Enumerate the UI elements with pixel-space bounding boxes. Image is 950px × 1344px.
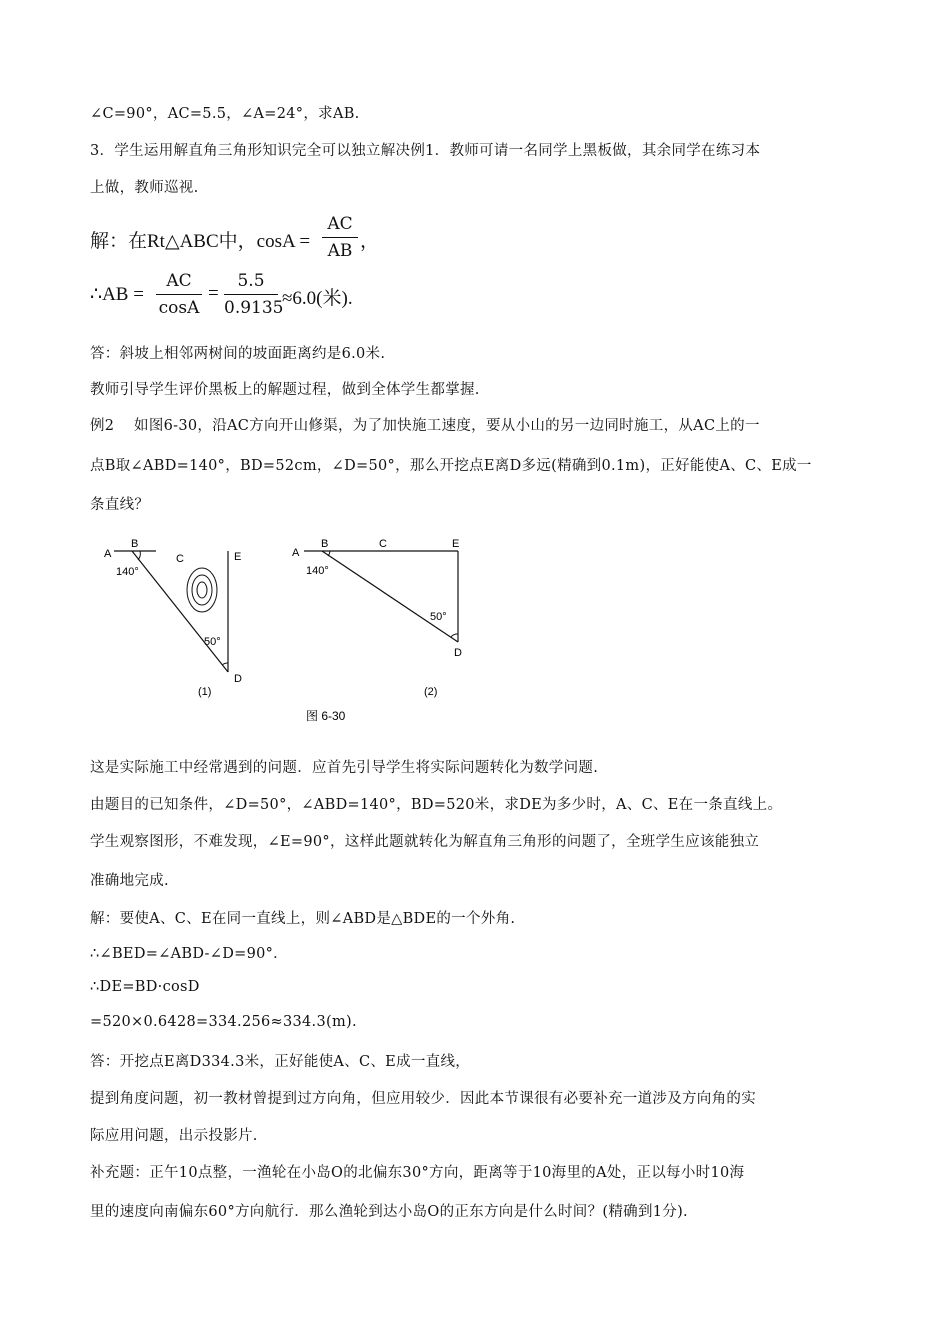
angle-label-b: 140° bbox=[306, 565, 329, 577]
text-line: 答：开挖点E离D334.3米，正好能使A、C、E成一直线， bbox=[90, 1054, 471, 1070]
angle-label-d: 50° bbox=[204, 636, 221, 648]
label-e: E bbox=[452, 538, 460, 550]
subfigure-label: (2) bbox=[424, 686, 438, 698]
diagram-2 bbox=[292, 538, 462, 698]
label-c: C bbox=[379, 538, 387, 550]
formula-2-numerator-2: 5.5 bbox=[237, 271, 265, 291]
angle-label-d: 50° bbox=[430, 611, 447, 623]
fraction-bar bbox=[224, 294, 278, 295]
text-line: ∠C=90°，AC=5.5，∠A=24°，求AB. bbox=[90, 106, 360, 122]
text-line: 教师引导学生评价黑板上的解题过程，做到全体学生都掌握. bbox=[90, 382, 480, 398]
text-line: 补充题：正午10点整，一渔轮在小岛O的北偏东30°方向，距离等于10海里的A处，正以每小时10海 bbox=[90, 1165, 745, 1181]
label-c: C bbox=[176, 553, 184, 565]
formula-2-numerator-1: AC bbox=[166, 271, 192, 291]
text-line: 例2 如图6-30，沿AC方向开山修渠，为了加快施工速度，要从小山的另一边同时施工，从AC上的一 bbox=[90, 418, 760, 434]
text-line: ∴∠BED=∠ABD-∠D=90°． bbox=[90, 946, 288, 962]
text-line: 准确地完成. bbox=[90, 873, 169, 889]
text-line: ∴DE=BD·cosD bbox=[90, 979, 200, 995]
fraction-bar bbox=[156, 294, 202, 295]
diagram-1 bbox=[104, 538, 242, 698]
formula-2-prefix: ∴AB = bbox=[90, 284, 144, 305]
formula-2-suffix: ≈6.0(米). bbox=[282, 288, 353, 309]
text-line: 3．学生运用解直角三角形知识完全可以独立解决例1．教师可请一名同学上黑板做，其余同学在练习本 bbox=[90, 143, 761, 159]
figure-caption: 图 6-30 bbox=[306, 709, 346, 723]
fraction-bar bbox=[322, 237, 358, 238]
label-d: D bbox=[454, 647, 462, 659]
text-line: 提到角度问题，初一教材曾提到过方向角，但应用较少．因此本节课很有必要补充一道涉及方向角的实 bbox=[90, 1091, 756, 1107]
text-line: 这是实际施工中经常遇到的问题．应首先引导学生将实际问题转化为数学问题. bbox=[90, 760, 599, 776]
text-line: 上做，教师巡视. bbox=[90, 180, 199, 196]
label-a: A bbox=[104, 548, 112, 560]
text-line: 答：斜坡上相邻两树间的坡面距离约是6.0米. bbox=[90, 346, 386, 362]
label-a: A bbox=[292, 547, 300, 559]
label-d: D bbox=[234, 673, 242, 685]
text-line: 点B取∠ABD=140°，BD=52cm，∠D=50°，那么开挖点E离D多远(精确到0.1m)，正好能使A、C、E成一 bbox=[90, 458, 812, 474]
formula-1-numerator: AC bbox=[327, 214, 353, 234]
label-b: B bbox=[321, 538, 329, 550]
figure-6-30 bbox=[96, 532, 476, 732]
formula-2-denominator-1: cosA bbox=[158, 298, 200, 318]
text-line: 际应用问题，出示投影片. bbox=[90, 1128, 258, 1144]
formula-2-denominator-2: 0.9135 bbox=[224, 298, 284, 318]
text-line: =520×0.6428=334.256≈334.3(m). bbox=[90, 1014, 357, 1030]
text-line: 学生观察图形，不难发现，∠E=90°，这样此题就转化为解直角三角形的问题了，全班学生应该能独立 bbox=[90, 834, 760, 850]
formula-1-denominator: AB bbox=[327, 241, 353, 261]
text-line: 解：要使A、C、E在同一直线上，则∠ABD是△BDE的一个外角. bbox=[90, 911, 516, 927]
text-line: 里的速度向南偏东60°方向航行．那么渔轮到达小岛O的正东方向是什么时间？(精确到1分). bbox=[90, 1204, 688, 1220]
subfigure-label: (1) bbox=[198, 686, 212, 698]
label-e: E bbox=[234, 551, 242, 563]
formula-1-suffix: ， bbox=[360, 231, 380, 252]
text-line: 条直线？ bbox=[90, 497, 150, 513]
label-b: B bbox=[131, 538, 139, 550]
text-line: 由题目的已知条件，∠D=50°，∠ABD=140°，BD=520米，求DE为多少时，A、C、E在一条直线上。 bbox=[90, 797, 783, 813]
formula-1-prefix: 解：在Rt△ABC中，cosA = bbox=[90, 231, 311, 252]
formula-2-equals: = bbox=[208, 283, 219, 304]
angle-label-b: 140° bbox=[116, 566, 139, 578]
